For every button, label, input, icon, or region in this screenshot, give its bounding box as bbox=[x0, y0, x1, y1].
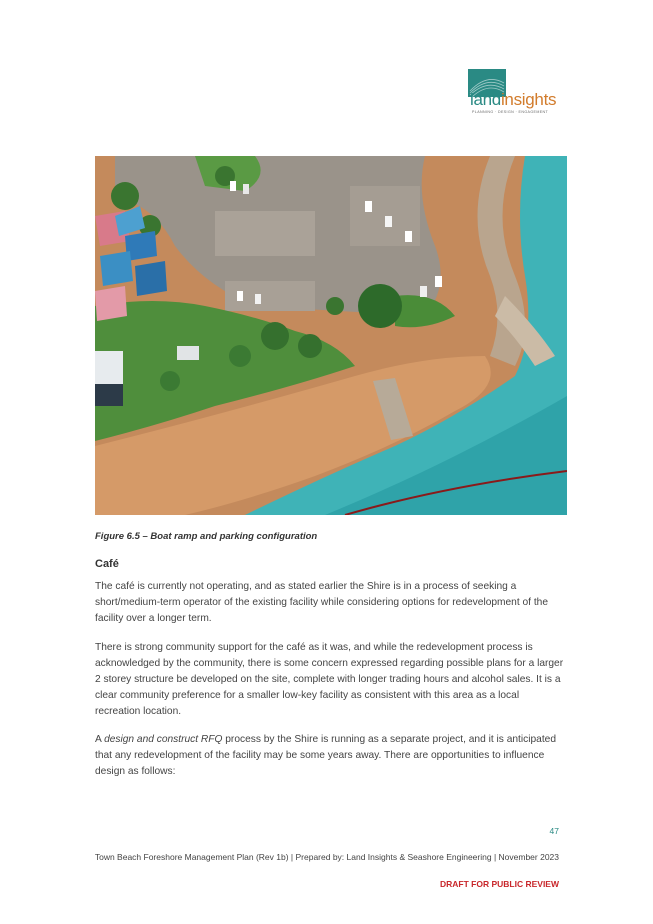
page-number: 47 bbox=[549, 826, 559, 836]
footer-text: Town Beach Foreshore Management Plan (Rev 1b) | Prepared by: Land Insights & Seashore Engineering | November 2023 bbox=[94, 852, 559, 862]
body-paragraph-3 bbox=[95, 732, 565, 780]
logo-tagline: PLANNING · DESIGN · ENGAGEMENT bbox=[472, 110, 549, 114]
draft-label: DRAFT FOR PUBLIC REVIEW bbox=[440, 879, 559, 889]
land-insights-logo bbox=[468, 69, 564, 115]
figure-caption: Figure 6.5 – Boat ramp and parking configuration bbox=[95, 531, 318, 542]
logo-word-land: land bbox=[470, 90, 501, 109]
logo-wordmark bbox=[470, 90, 556, 110]
section-heading: Café bbox=[95, 558, 119, 570]
paragraph-3-body: process by the Shire is running as a separate project, and it is anticipated that any redevelopment of the facility may be some years away. There are opportunities to influence design as follows: bbox=[95, 734, 556, 777]
aerial-image bbox=[95, 156, 567, 515]
body-paragraph-2: There is strong community support for the café as it was, and while the redevelopment process is acknowledged by the community, there is some concern expressed regarding possible plans for a larger 2 storey structure be developed on the site, complete with longer trading hours and alcohol sales. It is a clear community preference for a smaller low-key facility as consistent with this area as a local recreation location. bbox=[95, 642, 564, 717]
aerial-photo-boat-ramp bbox=[95, 156, 567, 515]
paragraph-3-prefix: A bbox=[95, 734, 105, 745]
logo-word-insights: insights bbox=[500, 90, 557, 109]
paragraph-3-italic-term: design and construct RFQ bbox=[104, 734, 223, 745]
body-paragraph-1: The café is currently not operating, and as stated earlier the Shire is in a process of seeking a short/medium-term operator of the existing facility while considering options for redevelopment of the facility over a longer term. bbox=[95, 581, 549, 624]
